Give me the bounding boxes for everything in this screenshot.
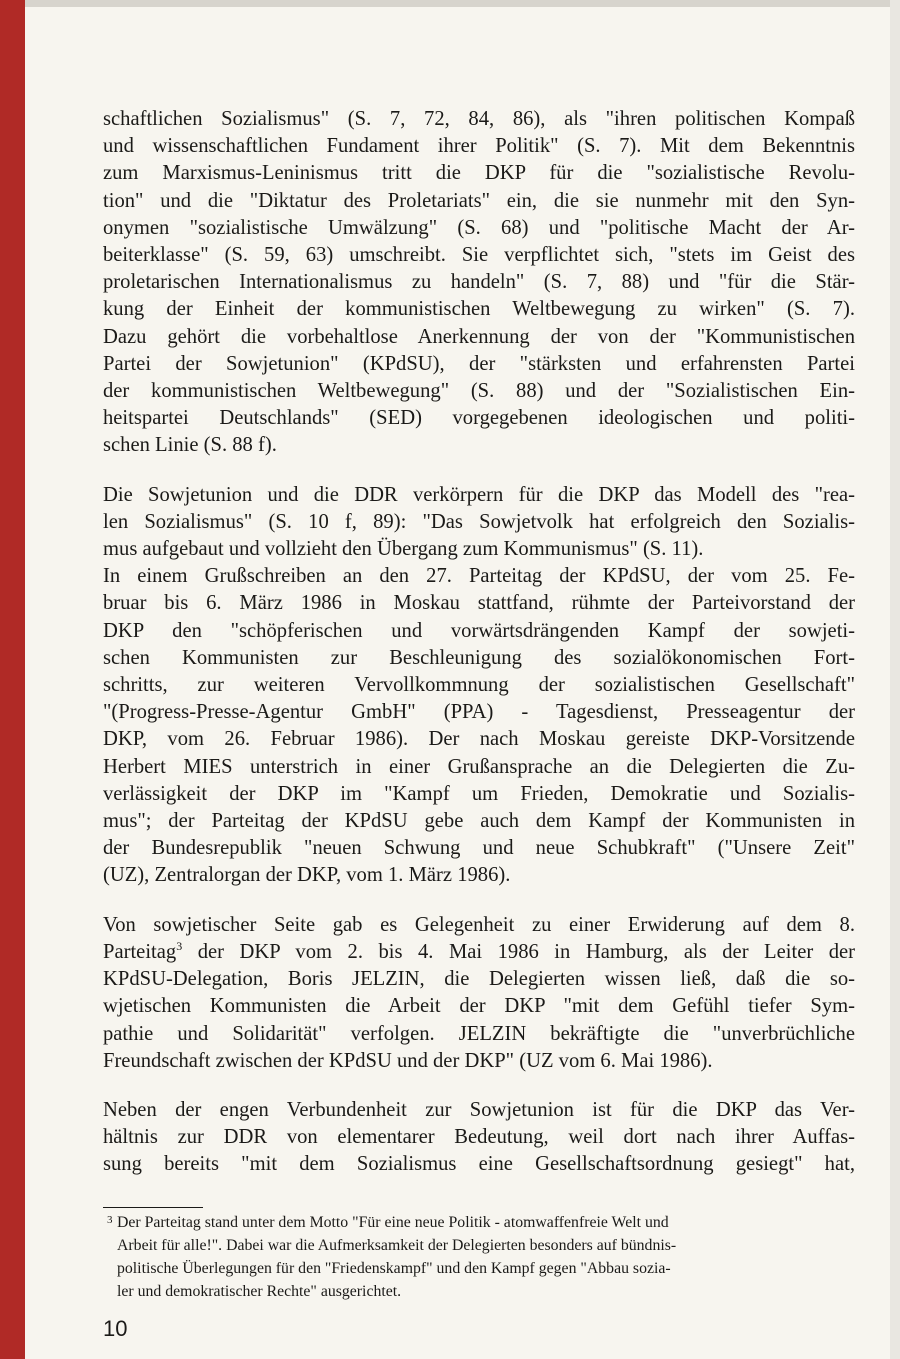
footnote-marker: 3	[107, 1214, 113, 1226]
paragraph-3	[103, 912, 855, 1075]
footnote-line: politische Überlegungen für den "Friedenskampf" und den Kampf gegen "Abbau sozia-	[117, 1260, 671, 1277]
text-line: heitspartei Deutschlands" (SED) vorgegebenen ideologischen und politi-	[103, 407, 855, 430]
text-line: mus"; der Parteitag der KPdSU gebe auch dem Kampf der Kommunisten in	[103, 810, 855, 833]
text-line: beiterklasse" (S. 59, 63) umschreibt. Sie verpflichtet sich, "stets im Geist des	[103, 244, 855, 267]
text-line: DKP, vom 26. Februar 1986). Der nach Moskau gereiste DKP-Vorsitzende	[103, 728, 855, 751]
page-number: 10	[103, 1316, 128, 1341]
text-line: onymen "sozialistische Umwälzung" (S. 68) und "politische Macht der Ar-	[103, 216, 855, 239]
text-line: "(Progress-Presse-Agentur GmbH" (PPA) - Tagesdienst, Presseagentur der	[103, 701, 855, 724]
text-line: der Bundesrepublik "neuen Schwung und neue Schubkraft" ("Unsere Zeit"	[103, 837, 855, 860]
text-line: (UZ), Zentralorgan der DKP, vom 1. März 1986).	[103, 864, 511, 887]
text-line: kung der Einheit der kommunistischen Weltbewegung zu wirken" (S. 7).	[103, 298, 855, 321]
text-line: tion" und die "Diktatur des Proletariats" ein, die sie nunmehr mit den Syn-	[103, 189, 855, 212]
line-continuation: der DKP vom 2. bis 4. Mai 1986 in Hamburg, als der Leiter der	[182, 940, 855, 963]
text-line: sung bereits "mit dem Sozialismus eine Gesellschaftsordnung gesiegt" hat,	[103, 1153, 855, 1176]
text-line: zum Marxismus-Leninismus tritt die DKP für die "sozialistische Revolu-	[103, 162, 855, 185]
footnote-line: Arbeit für alle!". Dabei war die Aufmerksamkeit der Delegierten besonders auf bündnis-	[117, 1237, 677, 1254]
text-line: und wissenschaftlichen Fundament ihrer Politik" (S. 7). Mit dem Bekenntnis	[103, 135, 855, 158]
text-line: schen Linie (S. 88 f).	[103, 434, 277, 457]
footnote-line: ler und demokratischer Rechte" ausgerichtet.	[117, 1283, 402, 1300]
paragraph-4	[103, 1097, 855, 1179]
footnote-divider	[103, 1207, 203, 1208]
text-line: schaftlichen Sozialismus" (S. 7, 72, 84, 86), als "ihren politischen Kompaß	[103, 108, 855, 130]
text-line: Dazu gehört die vorbehaltlose Anerkennung der von der "Kommunistischen	[103, 325, 855, 348]
book-spine	[0, 0, 25, 1359]
text-line: DKP den "schöpferischen und vorwärtsdrängenden Kampf der sowjeti-	[103, 619, 855, 642]
text-line: Partei der Sowjetunion" (KPdSU), der "stärksten und erfahrensten Partei	[103, 352, 855, 375]
text-line: pathie und Solidarität" verfolgen. JELZIN bekräftigte die "unverbrüchliche	[103, 1022, 855, 1045]
text-line: KPdSU-Delegation, Boris JELZIN, die Delegierten wissen ließ, daß die so-	[103, 968, 855, 991]
paragraph-1	[103, 106, 855, 460]
text-line: Freundschaft zwischen der KPdSU und der DKP" (UZ vom 6. Mai 1986).	[103, 1049, 713, 1072]
text-line: len Sozialismus" (S. 10 f, 89): "Das Sowjetvolk hat erfolgreich den Sozialis-	[103, 510, 855, 533]
text-line: Herbert MIES unterstrich in einer Grußansprache an die Delegierten die Zu-	[103, 755, 855, 778]
paragraph-2	[103, 482, 855, 890]
text-line: Die Sowjetunion und die DDR verkörpern für die DKP das Modell des "rea-	[103, 483, 855, 506]
text-line: In einem Grußschreiben an den 27. Parteitag der KPdSU, der vom 25. Fe-	[103, 565, 855, 588]
text-line: bruar bis 6. März 1986 in Moskau stattfand, rühmte der Parteivorstand der	[103, 592, 855, 615]
text-line: mus aufgebaut und vollzieht den Übergang zum Kommunismus" (S. 11).	[103, 538, 704, 561]
text-line: Neben der engen Verbundenheit zur Sowjetunion ist für die DKP das Ver-	[103, 1098, 855, 1121]
page-body	[103, 106, 855, 1201]
text-line: der kommunistischen Weltbewegung" (S. 88) und der "Sozialistischen Ein-	[103, 380, 855, 403]
scan-right-edge	[890, 0, 900, 1359]
scan-top-edge	[0, 0, 900, 7]
text-line: schen Kommunisten zur Beschleunigung des sozialökonomischen Fort-	[103, 646, 855, 669]
text-line: Von sowjetischer Seite gab es Gelegenheit zu einer Erwiderung auf dem 8.	[103, 913, 855, 936]
parteitag-word: Parteitag	[103, 940, 177, 963]
text-line: proletarischen Internationalismus zu handeln" (S. 7, 88) und "für die Stär-	[103, 271, 855, 294]
footnote	[107, 1211, 855, 1303]
text-line: verlässigkeit der DKP im "Kampf um Frieden, Demokratie und Sozialis-	[103, 782, 855, 805]
text-line: schritts, zur weiteren Vervollkommnung der sozialistischen Gesellschaft"	[103, 674, 855, 697]
text-line: hältnis zur DDR von elementarer Bedeutung, weil dort nach ihrer Auffas-	[103, 1126, 855, 1149]
footnote-line: Der Parteitag stand unter dem Motto "Für eine neue Politik - atomwaffenfreie Welt und	[117, 1214, 669, 1231]
text-line-with-footnote	[103, 939, 855, 966]
footnote-reference[interactable]: 3	[176, 939, 183, 954]
text-line: wjetischen Kommunisten die Arbeit der DKP "mit dem Gefühl tiefer Sym-	[103, 995, 855, 1018]
